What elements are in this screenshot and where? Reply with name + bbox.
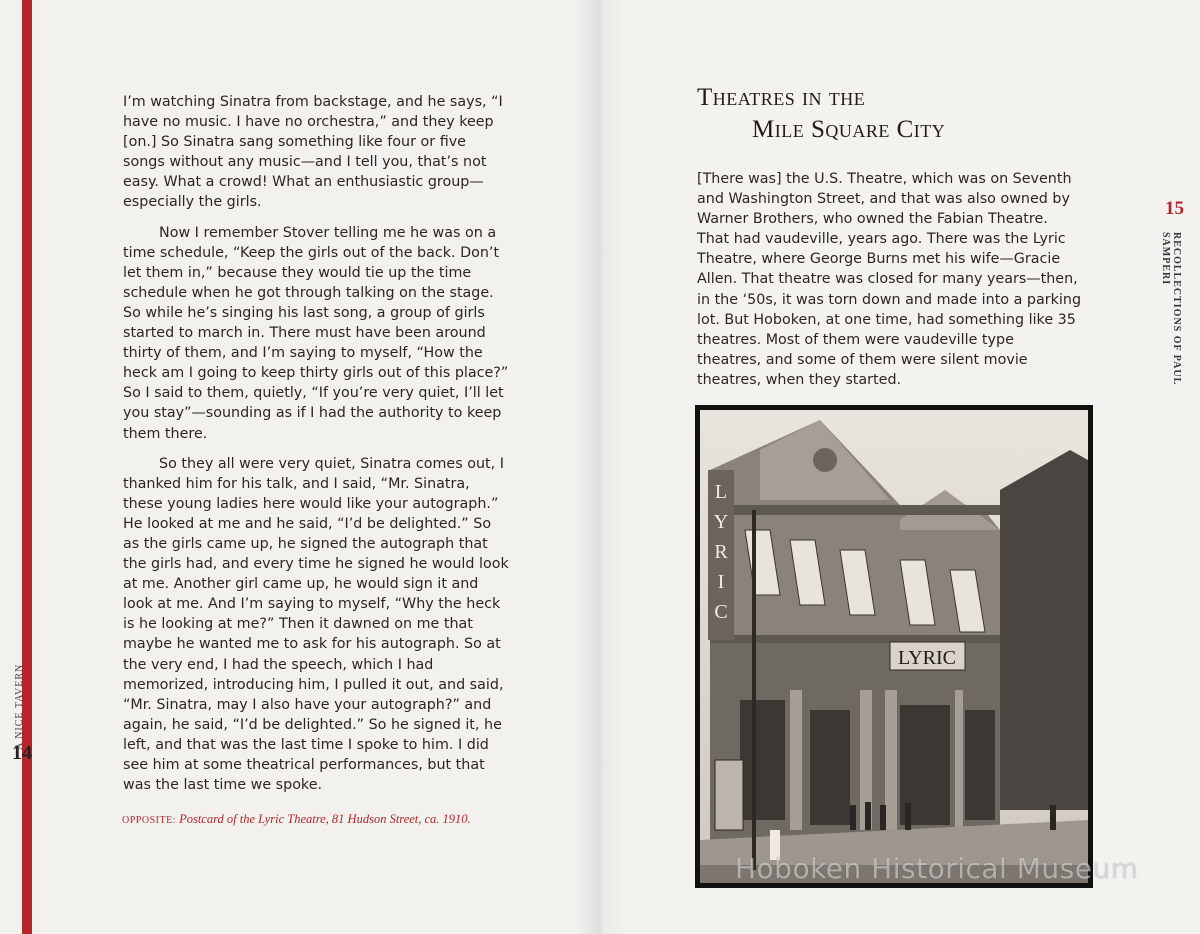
page-number-left: 14 <box>12 742 32 764</box>
caption-text: Postcard of the Lyric Theatre, 81 Hudson Street, ca. 1910. <box>179 812 471 826</box>
paragraph-1: I’m watching Sinatra from backstage, and he says, “I have no music. I have no orchestra,” and they keep [on.] So Sinatra sang something like four or five songs without any music—and I tell you, that’s not easy. What a crowd! What an enthusiastic group—especially the girls. <box>123 94 503 211</box>
paragraph-2: Now I remember Stover telling me he was on a time schedule, “Keep the girls out of the back. Don’t let them in,” because they would tie up the time schedule when he got through talking on the stage. So while he’s singing his last song, a group of girls started to march in. There must have been around thirty of them, and I’m saying to myself, “How the heck am I going to keep thirty girls out of this place?” So I said to them, quietly, “If you’re very quiet, I’ll let you stay”—sounding as if I had the authority to keep them there. <box>123 224 509 442</box>
section-title <box>697 82 945 146</box>
page-number-right: 15 <box>1165 198 1184 219</box>
museum-watermark: Hoboken Historical Museum <box>735 852 1139 885</box>
running-head-right: RECOLLECTIONS OF PAUL SAMPERI <box>1160 232 1182 385</box>
title-line-1: Theatres in the <box>697 84 866 111</box>
svg-text:R: R <box>714 541 728 563</box>
gutter-shadow <box>575 0 630 934</box>
caption-label: OPPOSITE: <box>122 815 176 826</box>
theatre-illustration <box>700 410 1088 883</box>
svg-text:I: I <box>717 571 725 593</box>
right-body-text: [There was] the U.S. Theatre, which was on Seventh and Washington Street, and that was also owned by Warner Brothers, who owned the Fabian Theatre. That had vaudeville, years ago. There was the Lyric Theatre, where George Burns met his wife—Gracie Allen. That theatre was closed for many years—then, in the ‘50s, it was torn down and made into a parking lot. But Hoboken, at one time, had something like 35 theatres. Most of them were vaudeville type theatres, and some of them were silent movie theatres, when they started. <box>697 171 1082 388</box>
left-body-text <box>123 92 511 805</box>
running-head-left: A NICE TAVERN <box>14 663 25 750</box>
photo-image <box>700 410 1088 883</box>
svg-text:Y: Y <box>713 511 729 533</box>
title-line-2: Mile Square City <box>752 116 946 143</box>
red-edge-bar <box>22 0 32 934</box>
vertical-sign-L: L <box>714 481 728 503</box>
lyric-theatre-photo <box>695 405 1093 888</box>
photo-caption <box>122 812 471 827</box>
paragraph-3: So they all were very quiet, Sinatra comes out, I thanked him for his talk, and I said, “Mr. Sinatra, these young ladies here would like your autograph.” He looked at me and he said, “I’d be delighted.” So as the girls came up, he signed the autograph that the girls had, and every time he signed he would look at me. Another girl came up, he would sign it and look at me. And I’m saying to myself, “Why the heck is he looking at me?” Then it dawned on me that maybe he wanted me to ask for his autograph. So at the very end, I had the speech, which I had memorized, introducing him, I pulled it out, and said, “Mr. Sinatra, may I also have your autograph?” and again, he said, “I’d be delighted.” So he signed it, he left, and that was the last time I spoke to him. I did see him at some theatrical performances, but that was the last time we spoke. <box>123 455 509 794</box>
marquee-sign: LYRIC <box>898 647 956 669</box>
svg-text:C: C <box>714 601 728 623</box>
